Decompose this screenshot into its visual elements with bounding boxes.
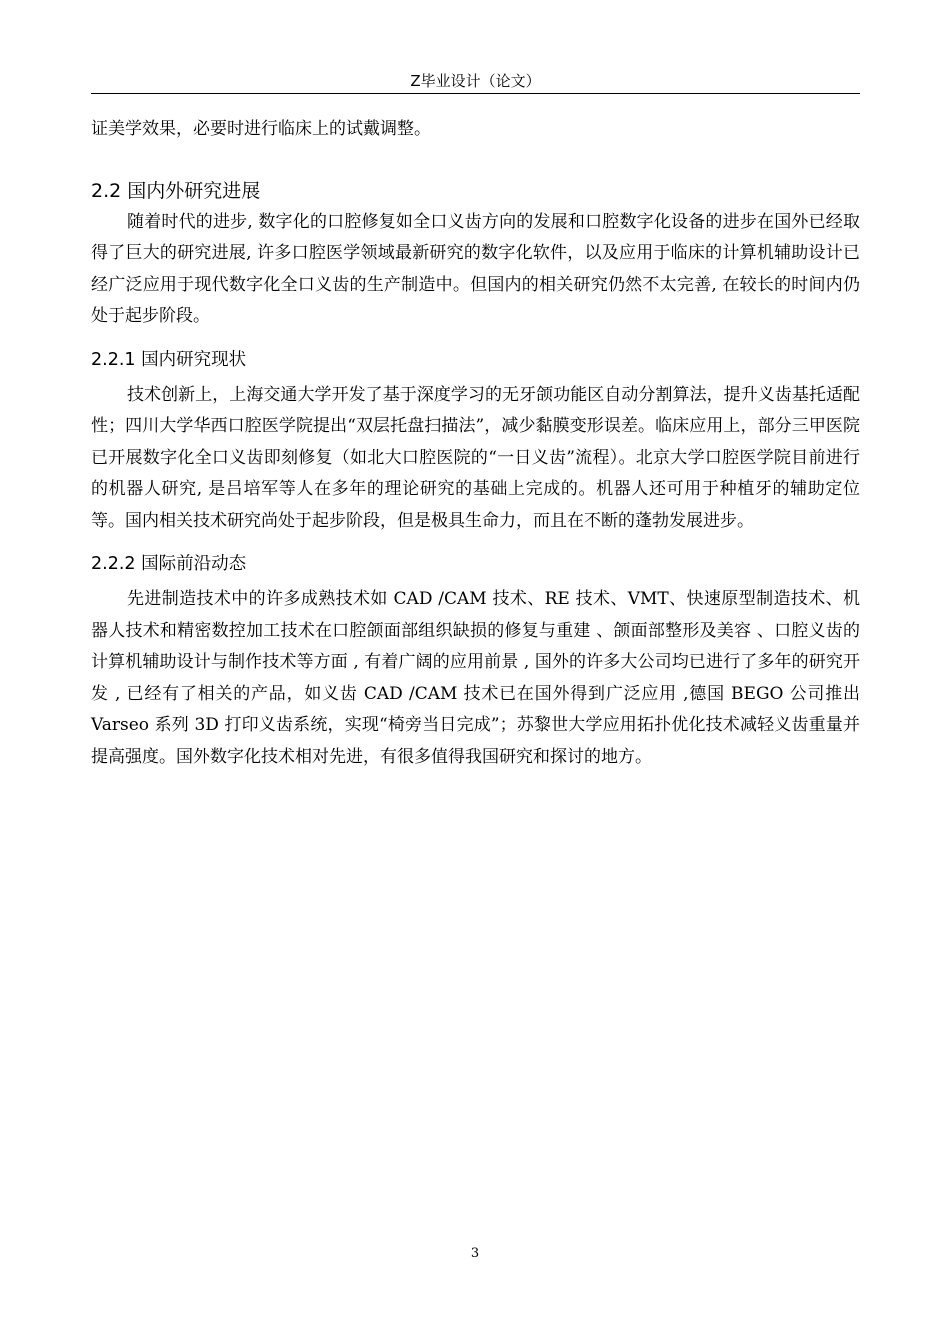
section-heading-2-2: 2.2 国内外研究进展 [91,179,261,202]
section-2-2-1-paragraph: 技术创新上，上海交通大学开发了基于深度学习的无牙颌功能区自动分割算法，提升义齿基托适配性；四川大学华西口腔医学院提出“双层托盘扫描法”，减少黏膜变形误差。临床应用上，部分三甲医院已开展数字化全口义齿即刻修复（如北大口腔医院的“一日义齿”流程）。北京大学口腔医学院目前进行的机器人研究, 是吕培军等人在多年的理论研究的基础上完成的。机器人还可用于种植牙的辅助定位等。国内相关技术研究尚处于起步阶段，但是极具生命力，而且在不断的蓬勃发展进步。 [91,384,860,531]
section-heading-2-2-2: 2.2.2 国际前沿动态 [91,554,247,574]
section-2-2-paragraph: 随着时代的进步, 数字化的口腔修复如全口义齿方向的发展和口腔数字化设备的进步在国外已经取得了巨大的研究进展, 许多口腔医学领域最新研究的数字化软件，以及应用于临床的计算机辅助设计已经广泛应用于现代数字化全口义齿的生产制造中。但国内的相关研究仍然不太完善, 在较长的时间内仍处于起步阶段。 [91,211,860,326]
document-body [91,114,860,773]
section-heading-2-2-1: 2.2.1 国内研究现状 [91,349,247,370]
section-2-2-2-paragraph: 先进制造技术中的许多成熟技术如 CAD /CAM 技术、RE 技术、VMT、快速原型制造技术、机器人技术和精密数控加工技术在口腔颌面部组织缺损的修复与重建 、颌面部整形及美容 、口腔义齿的计算机辅助设计与制作技术等方面 , 有着广阔的应用前景 , 国外的许多大公司均已进行了多年的研究开发 , 已经有了相关的产品，如义齿 CAD /CAM 技术已在国外得到广泛应用 ,德国 BEGO 公司推出 Varseo 系列 3D 打印义齿系统，实现“椅旁当日完成”；苏黎世大学应用拓扑优化技术减轻义齿重量并提高强度。国外数字化技术相对先进，有很多值得我国研究和探讨的地方。 [91,589,860,767]
header-divider [91,93,860,94]
intro-continuation-paragraph: 证美学效果，必要时进行临床上的试戴调整。 [91,119,431,139]
page-header: Z毕业设计（论文） [410,72,541,90]
page-number: 3 [470,1246,480,1261]
